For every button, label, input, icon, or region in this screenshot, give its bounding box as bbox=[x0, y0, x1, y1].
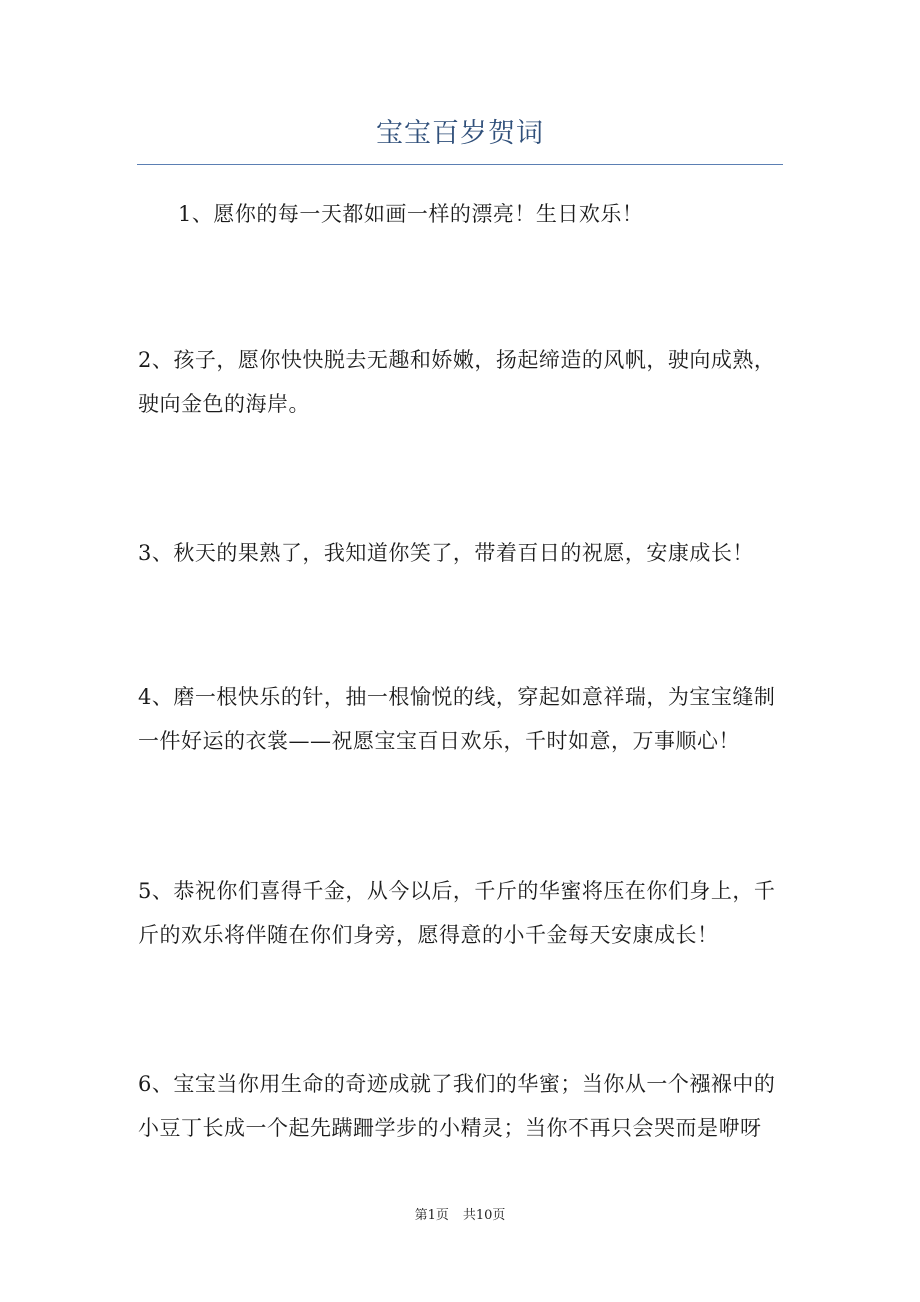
page-footer bbox=[0, 1206, 920, 1226]
page-number-total: 共10页 bbox=[462, 1208, 506, 1223]
paragraph-1: 1、愿你的每一天都如画一样的漂亮！生日欢乐！ bbox=[178, 202, 644, 226]
page-number-current: 第1页 bbox=[414, 1208, 449, 1223]
paragraph-6: 6、宝宝当你用生命的奇迹成就了我们的华蜜；当你从一个襁褓中的小豆丁长成一个起先蹒跚学步的小精灵；当你不再只会哭而是咿呀 bbox=[138, 1072, 776, 1140]
paragraph-3: 3、秋天的果熟了，我知道你笑了，带着百日的祝愿，安康成长！ bbox=[138, 541, 754, 565]
title-divider bbox=[137, 164, 783, 165]
page-title: 宝宝百岁贺词 bbox=[376, 118, 544, 149]
paragraph-4: 4、磨一根快乐的针，抽一根愉悦的线，穿起如意祥瑞，为宝宝缝制一件好运的衣裳——祝愿宝宝百日欢乐，千时如意，万事顺心！ bbox=[138, 685, 776, 753]
paragraph-2: 2、孩子，愿你快快脱去无趣和娇嫩，扬起缔造的风帆，驶向成熟，驶向金色的海岸。 bbox=[138, 348, 776, 416]
paragraph-5: 5、恭祝你们喜得千金，从今以后，千斤的华蜜将压在你们身上，千斤的欢乐将伴随在你们身旁，愿得意的小千金每天安康成长！ bbox=[138, 879, 776, 947]
